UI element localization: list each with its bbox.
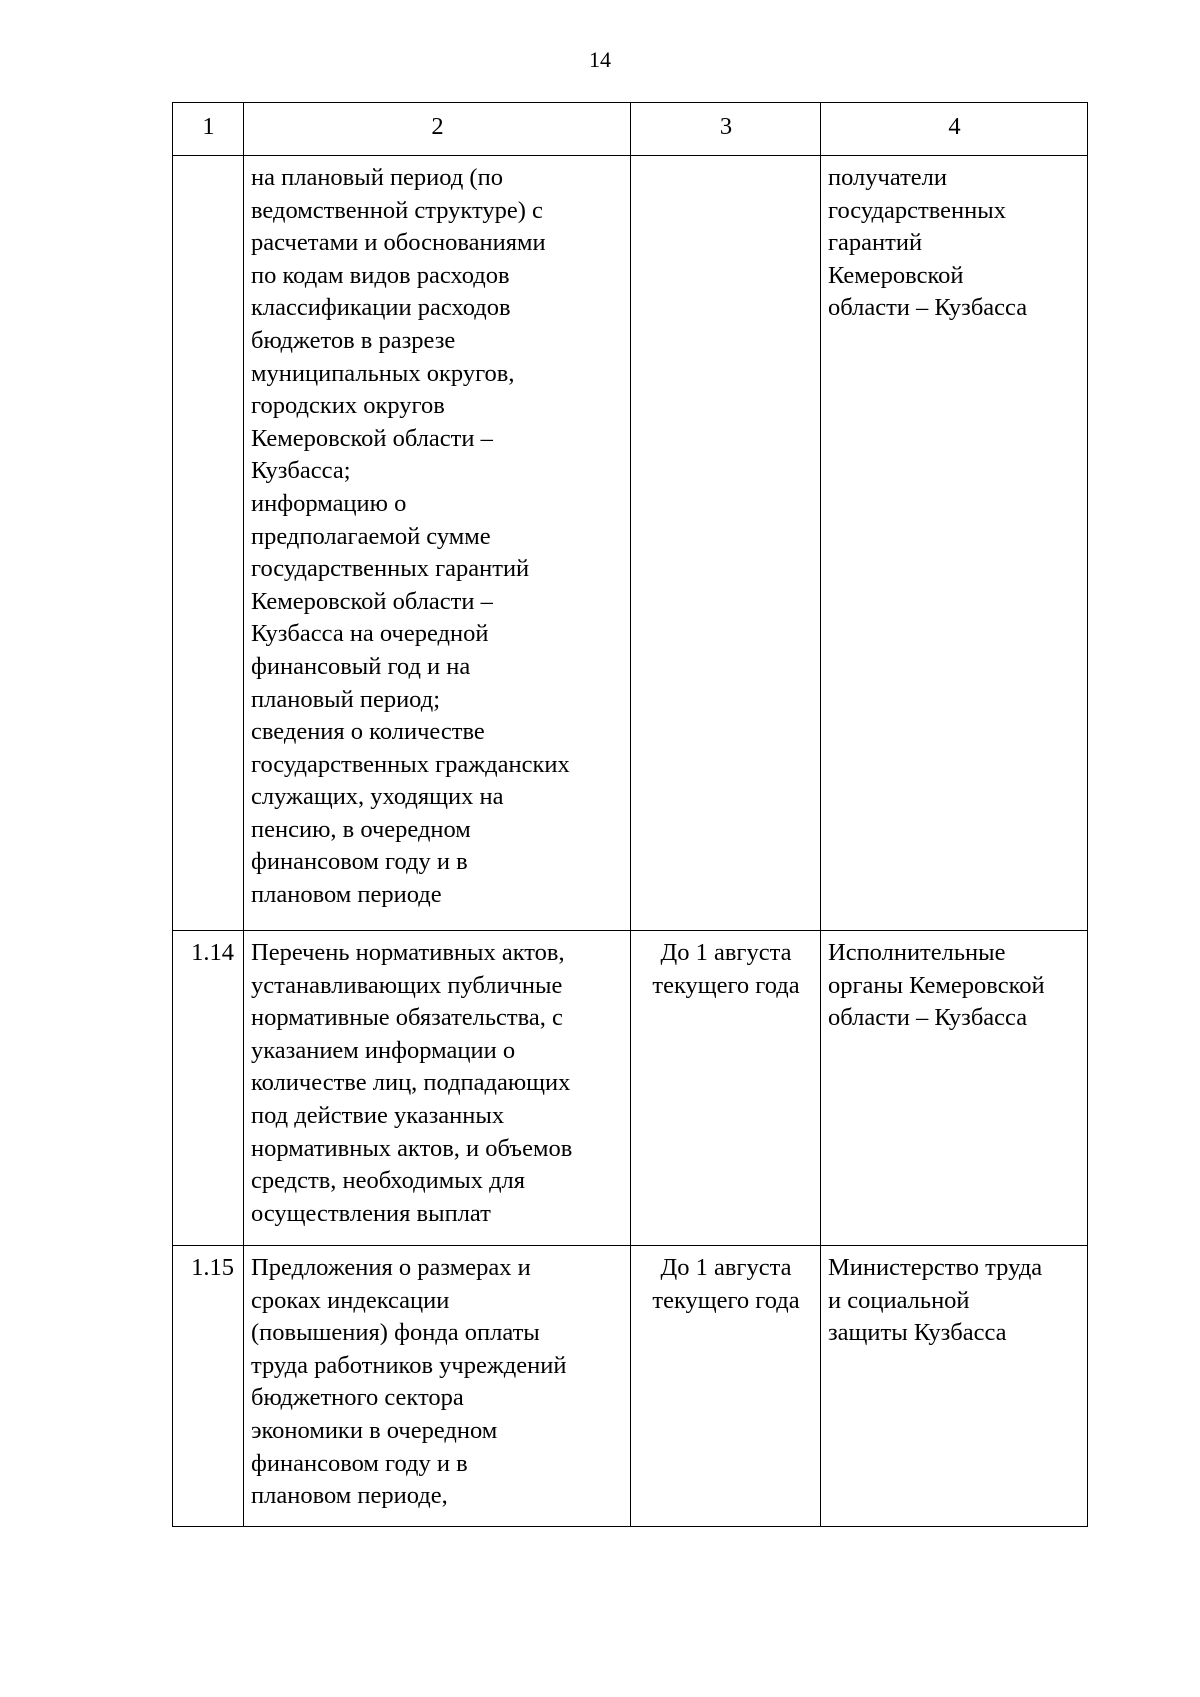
header-cell-1: 1: [173, 103, 244, 156]
header-cell-3: 3: [631, 103, 821, 156]
table-row: [173, 931, 1088, 1246]
responsible-text: получатели государственных гарантий Кемеровской области – Кузбасса: [828, 164, 1028, 322]
term-text: До 1 августа текущего года: [652, 939, 800, 999]
description-text: Предложения о размерах и сроках индексации (повышения) фонда оплаты труда работников учреждений бюджетного сектора экономики в очередном финансовом году и в плановом периоде,: [251, 1254, 567, 1510]
table-row: [173, 1246, 1088, 1527]
responsible-text: Исполнительные органы Кемеровской области – Кузбасса: [828, 939, 1045, 1032]
term-cell: [631, 931, 821, 1246]
term-text: До 1 августа текущего года: [652, 1254, 800, 1314]
responsible-cell: [821, 931, 1088, 1246]
header-cell-2: 2: [244, 103, 631, 156]
header-cell-4: 4: [821, 103, 1088, 156]
description-cell: [244, 931, 631, 1246]
term-cell: [631, 156, 821, 931]
description-cell: [244, 1246, 631, 1527]
description-text: на плановый период (по ведомственной структуре) с расчетами и обоснованиями по кодам видов расходов классификации расходов бюджетов в разрезе муниципальных округов, городских округов Кемеровской области – Кузбасса; информацию о предполагаемой сумме государственных гарантий Кемеровской области – Кузбасса на очередной финансовый год и на плановый период; сведения о количестве государственных гражданских служащих, уходящих на пенсию, в очередном финансовом году и в плановом периоде: [251, 164, 570, 909]
responsible-cell: [821, 156, 1088, 931]
responsible-text: Министерство труда и социальной защиты Кузбасса: [828, 1254, 1043, 1347]
row-number-cell: 1.15: [173, 1246, 244, 1527]
description-text: Перечень нормативных актов, устанавливающих публичные нормативные обязательства, с указанием информации о количестве лиц, подпадающих под действие указанных нормативных актов, и объемов средств, необходимых для осуществления выплат: [251, 939, 573, 1227]
document-table: [172, 102, 1088, 1527]
page-number: 14: [589, 47, 611, 72]
responsible-cell: [821, 1246, 1088, 1527]
row-number-cell: 1.14: [173, 931, 244, 1246]
term-cell: [631, 1246, 821, 1527]
table-header-row: [173, 103, 1088, 156]
description-cell: [244, 156, 631, 931]
row-number-cell: [173, 156, 244, 931]
table-row: [173, 156, 1088, 931]
